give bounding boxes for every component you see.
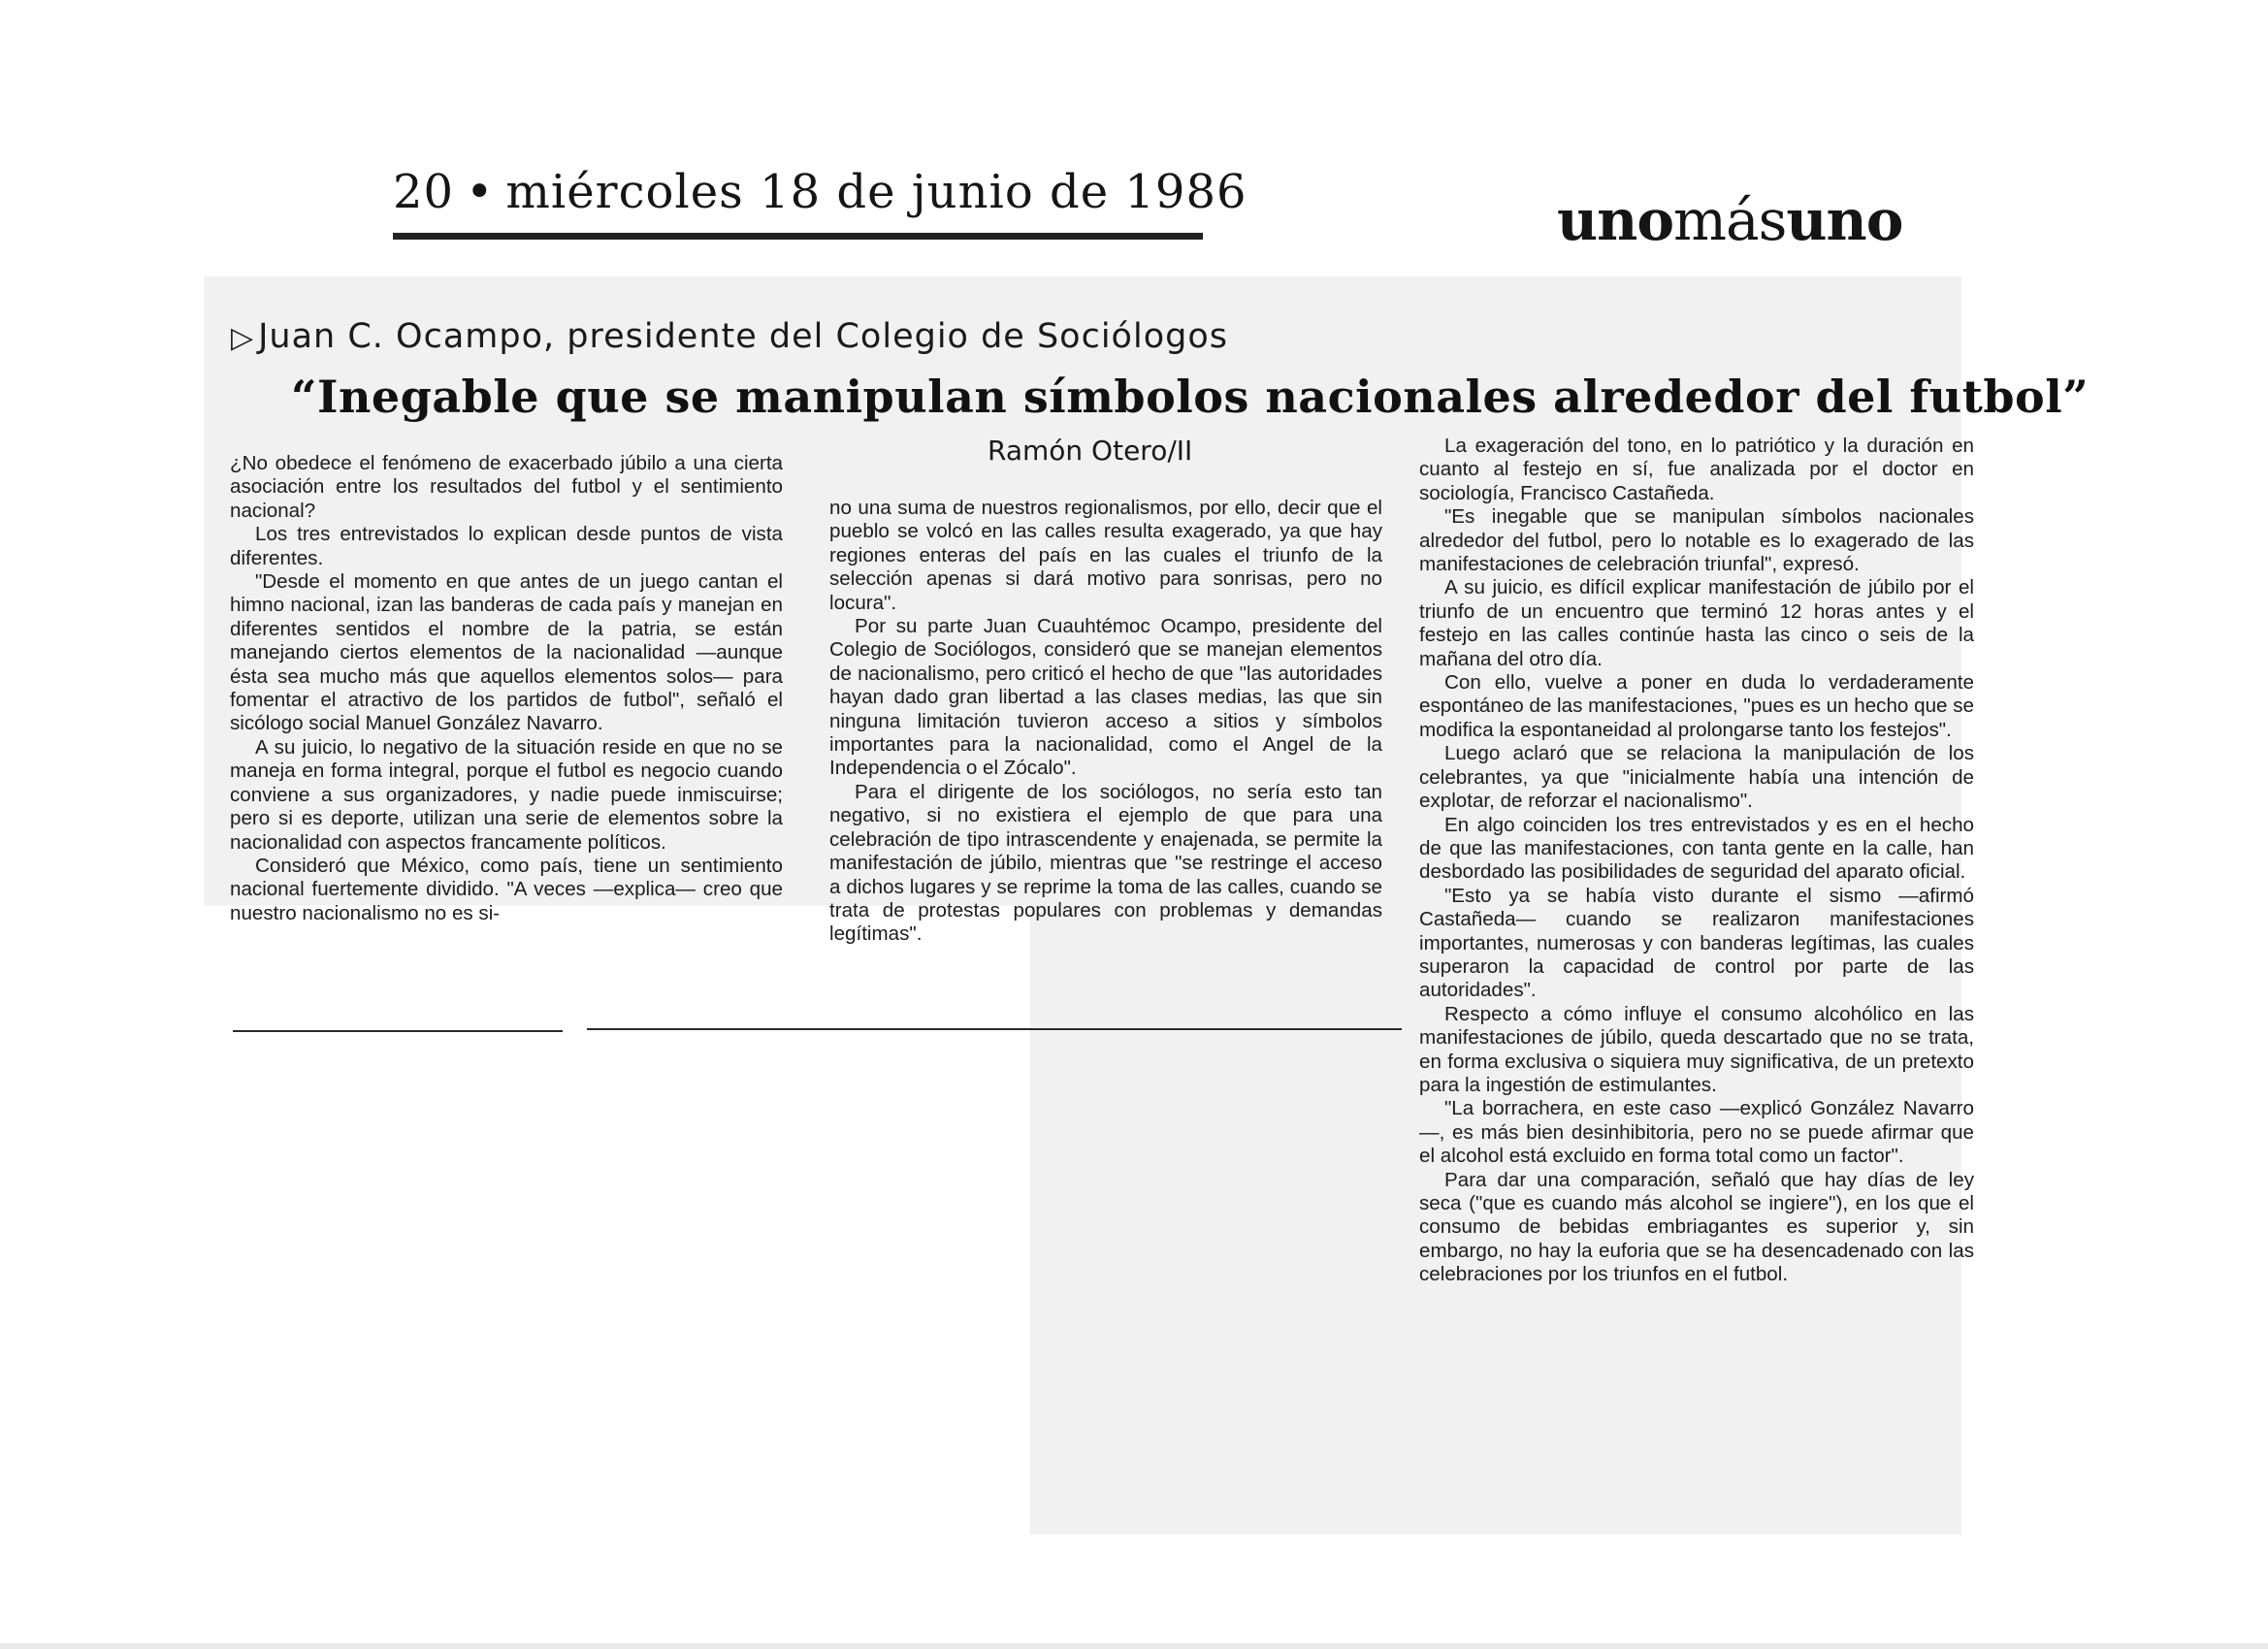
newspaper-masthead <box>1557 187 1902 253</box>
paragraph: Para el dirigente de los sociólogos, no sería esto tan negativo, si no existiera el ejemplo de que para una celebración de tipo intrascendente y enajenada, se permite la manifestación de júbilo, mientras que "se restringe el acceso a dichos lugares y se reprime la toma de las calles, cuando se trata de protestas populares con problemas y demandas legítimas". <box>829 780 1382 946</box>
paragraph: "Esto ya se había visto durante el sismo —afirmó Castañeda— cuando se realizaron manifestaciones importantes, numerosas y con banderas legítimas, las cuales superaron la capacidad de control por parte de las autoridades". <box>1419 884 1974 1002</box>
page-number: 20 <box>393 165 455 219</box>
paragraph: Respecto a cómo influye el consumo alcohólico en las manifestaciones de júbilo, queda descartado que no se trata, en forma exclusiva o siquiera muy significativa, de un pretexto para la ingestión de estimulantes. <box>1419 1002 1974 1096</box>
paragraph: Por su parte Juan Cuauhtémoc Ocampo, presidente del Colegio de Sociólogos, consideró que se manejan elementos de nacionalismo, pero criticó el hecho de que "las autoridades hayan dado gran libertad a las clases medias, las que sin ninguna limitación tuvieron acceso a sitios y símbolos importantes para la nacionalidad, como el Angel de la Independencia o el Zócalo". <box>829 615 1382 780</box>
masthead-part-2: más <box>1673 187 1787 253</box>
paragraph: A su juicio, es difícil explicar manifestación de júbilo por el triunfo de un encuentro que terminó 12 horas antes y el festejo en las calles continúe hasta las cinco o seis de la mañana del otro día. <box>1419 576 1974 670</box>
paragraph: no una suma de nuestros regionalismos, por ello, decir que el pueblo se volcó en las calles resulta exagerado, ya que hay regiones enteras del país en las cuales el triunfo de la selección apenas si dará motivo para sonrisas, pero no locura". <box>829 497 1382 614</box>
masthead-part-1: uno <box>1557 187 1674 253</box>
article-column-3 <box>1419 435 1974 1287</box>
paragraph: Los tres entrevistados lo explican desde puntos de vista diferentes. <box>230 523 783 569</box>
article-column-1 <box>230 452 783 925</box>
paragraph: A su juicio, lo negativo de la situación reside en que no se maneja en forma integral, porque el futbol es negocio cuando conviene a sus organizadores, y nadie puede inmiscuirse; pero si es deporte, utilizan una serie de elementos sobre la nacionalidad con aspectos francamente políticos. <box>230 735 783 854</box>
scan-edge <box>0 1643 2268 1649</box>
paragraph: "Es inegable que se manipulan símbolos nacionales alrededor del futbol, pero lo notable es lo exagerado de las manifestaciones de celebración triunfal", expresó. <box>1419 505 1974 576</box>
kicker-text: Juan C. Ocampo, presidente del Colegio de Sociólogos <box>258 317 1228 356</box>
page-header <box>393 165 1247 219</box>
article-kicker <box>231 317 1228 356</box>
article-byline: Ramón Otero/II <box>988 435 1193 467</box>
article-column-2 <box>829 497 1382 947</box>
paragraph: Consideró que México, como país, tiene un sentimiento nacional fuertemente dividido. "A veces —explica— creo que nuestro nacionalismo no es si- <box>230 854 783 924</box>
paragraph: "La borrachera, en este caso —explicó González Navarro—, es más bien desinhibitoria, pero no se puede afirmar que el alcohol está excluido en forma total como un factor". <box>1419 1097 1974 1168</box>
paragraph: La exageración del tono, en lo patriótico y la duración en cuanto al festejo en sí, fue analizada por el doctor en sociología, Francisco Castañeda. <box>1419 435 1974 504</box>
column-end-rule <box>233 1030 563 1032</box>
header-bullet: • <box>466 165 495 219</box>
kicker-triangle-icon: ▷ <box>231 321 255 355</box>
article-headline: “Inegable que se manipulan símbolos nacionales alrededor del futbol” <box>291 371 2090 423</box>
publication-date: miércoles 18 de junio de 1986 <box>505 165 1247 219</box>
paragraph: "Desde el momento en que antes de un juego cantan el himno nacional, izan las banderas de cada país y manejan en diferentes sentidos el nombre de la patria, se están manejando ciertos elementos de la nacionalidad —aunque ésta sea mucho más que aquellos elementos solos— para fomentar el atractivo de los partidos de futbol", señaló el sicólogo social Manuel González Navarro. <box>230 570 783 735</box>
paragraph: Luego aclaró que se relaciona la manipulación de los celebrantes, ya que "inicialmente había una intención de explotar, de reforzar el nacionalismo". <box>1419 742 1974 813</box>
paragraph: En algo coinciden los tres entrevistados y es en el hecho de que las manifestaciones, con tanta gente en la calle, han desbordado las posibilidades de seguridad del aparato oficial. <box>1419 813 1974 884</box>
masthead-part-3: uno <box>1786 187 1903 253</box>
header-rule <box>393 233 1203 240</box>
column-end-rule <box>587 1028 1402 1030</box>
paragraph: ¿No obedece el fenómeno de exacerbado júbilo a una cierta asociación entre los resultados del futbol y el sentimiento nacional? <box>230 452 783 522</box>
paragraph: Para dar una comparación, señaló que hay días de ley seca ("que es cuando más alcohol se ingiere"), en los que el consumo de bebidas embriagantes es superior y, sin embargo, no hay la euforia que se ha desencadenado con las celebraciones por los triunfos en el futbol. <box>1419 1168 1974 1286</box>
paragraph: Con ello, vuelve a poner en duda lo verdaderamente espontáneo de las manifestaciones, "pues es un hecho que se modifica la espontaneidad al prolongarse tanto los festejos". <box>1419 671 1974 741</box>
